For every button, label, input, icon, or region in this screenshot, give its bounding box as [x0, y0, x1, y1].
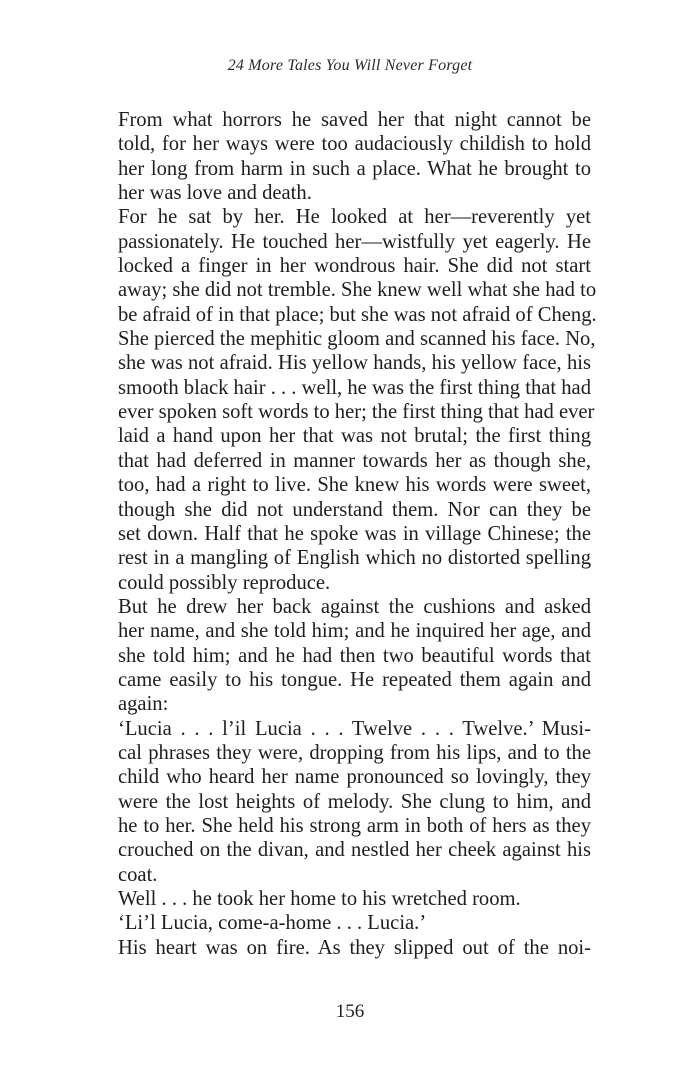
- text-line: smooth black hair . . . well, he was the first thing that had: [118, 376, 591, 399]
- paragraph-first-line: For he sat by her. He looked at her—reverently yet: [118, 206, 591, 229]
- text-line: she told him; and he had then two beautiful words that: [118, 644, 591, 667]
- text-line: ever spoken soft words to her; the first thing that had ever: [118, 401, 595, 424]
- text-line: told, for her ways were too audaciously childish to hold: [118, 133, 591, 156]
- paragraph-first-line: ‘Lucia . . . l’il Lucia . . . Twelve . . . Twelve.’ Musi-: [118, 717, 591, 740]
- text-line: that had deferred in manner towards her as though she,: [118, 449, 591, 472]
- text-line: again:: [118, 693, 169, 716]
- text-line: cal phrases they were, dropping from his lips, and to the: [118, 741, 591, 764]
- text-line: away; she did not tremble. She knew well what she had to: [118, 279, 597, 302]
- text-line: she was not afraid. His yellow hands, his yellow face, his: [118, 352, 591, 375]
- text-line: laid a hand upon her that was not brutal; the first thing: [118, 425, 591, 448]
- text-line: locked a finger in her wondrous hair. She did not start: [118, 255, 591, 278]
- text-line: came easily to his tongue. He repeated them again and: [118, 668, 591, 691]
- text-line: though she did not understand them. Nor can they be: [118, 498, 591, 521]
- text-line: her name, and she told him; and he inquired her age, and: [118, 620, 591, 643]
- text-line: her long from harm in such a place. What he brought to: [118, 157, 591, 180]
- page-number: 156: [335, 1001, 365, 1022]
- text-line: could possibly reproduce.: [118, 571, 331, 594]
- paragraph-first-line: From what horrors he saved her that night cannot be: [118, 109, 591, 131]
- paragraph-first-line: His heart was on fire. As they slipped out of the noi-: [118, 936, 591, 959]
- text-line: She pierced the mephitic gloom and scanned his face. No,: [118, 328, 596, 351]
- text-line: her was love and death.: [118, 182, 312, 205]
- text-line: crouched on the divan, and nestled her cheek against his: [118, 839, 591, 862]
- running-head: 24 More Tales You Will Never Forget: [227, 57, 473, 74]
- text-line: passionately. He touched her—wistfully yet eagerly. He: [118, 230, 591, 253]
- text-line: set down. Half that he spoke was in village Chinese; the: [118, 522, 591, 545]
- paragraph-first-line: Well . . . he took her home to his wretched room.: [118, 888, 521, 910]
- text-line: be afraid of in that place; but she was not afraid of Cheng.: [118, 303, 597, 326]
- body-text: [118, 108, 597, 960]
- text-line: he to her. She held his strong arm in both of hers as they: [118, 814, 591, 837]
- paragraph-first-line: ‘Li’l Lucia, come-a-home . . . Lucia.’: [118, 912, 427, 935]
- text-line: coat.: [118, 863, 158, 886]
- text-line: were the lost heights of melody. She clung to him, and: [118, 790, 591, 813]
- text-line: child who heard her name pronounced so lovingly, they: [118, 766, 591, 789]
- paragraph-first-line: But he drew her back against the cushions and asked: [118, 595, 591, 618]
- text-line: rest in a mangling of English which no distorted spelling: [118, 547, 591, 570]
- text-line: too, had a right to live. She knew his words were sweet,: [118, 474, 591, 497]
